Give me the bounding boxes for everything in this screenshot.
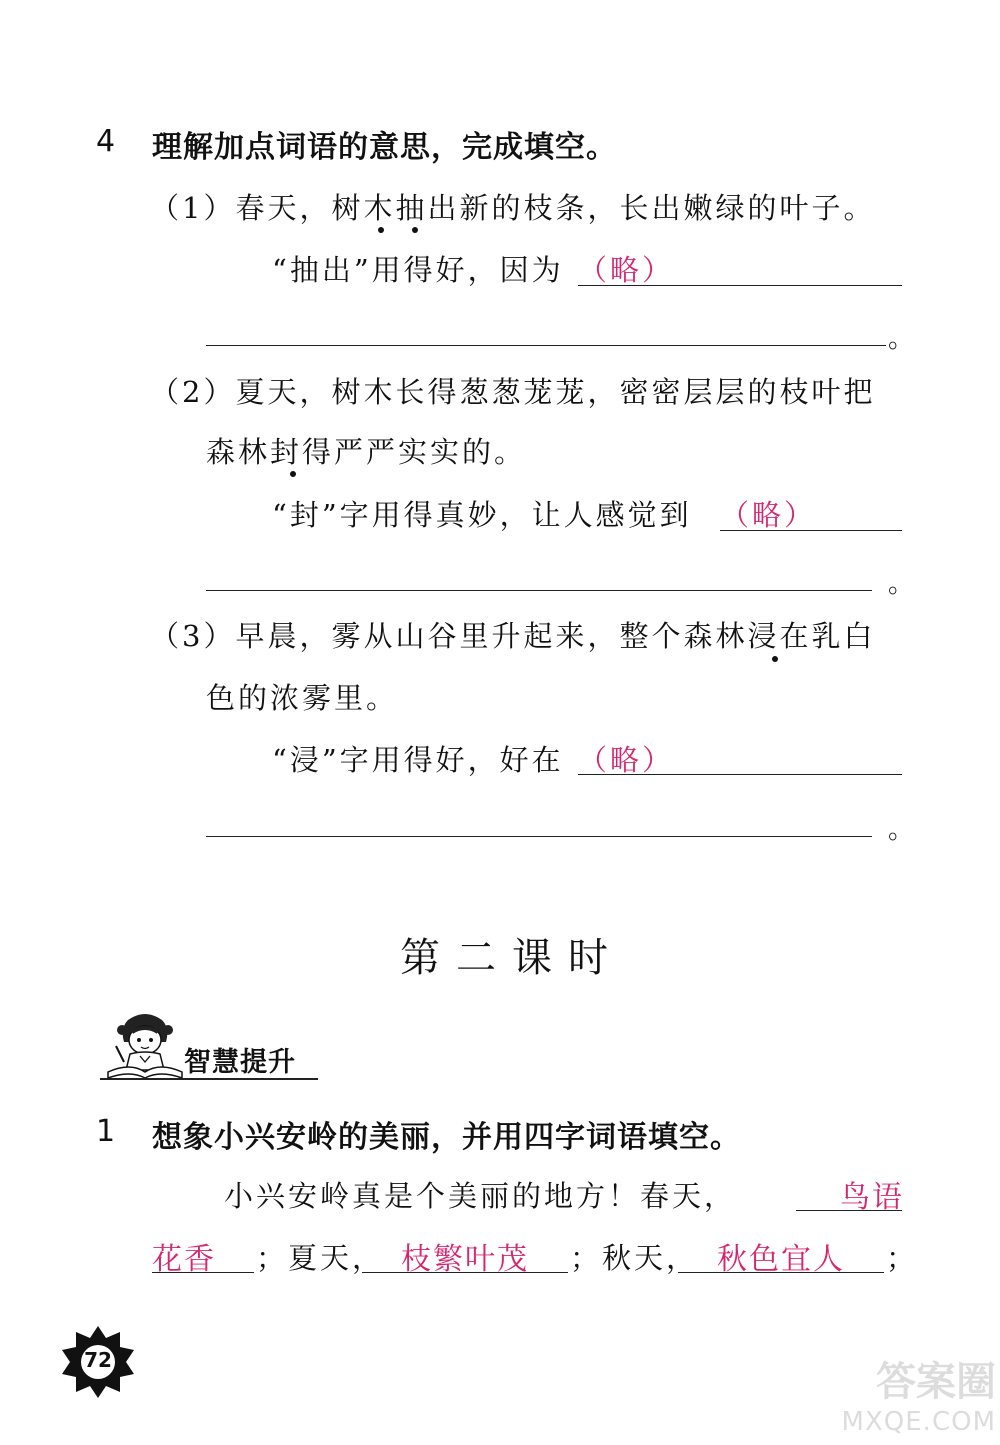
q1-sep-summer: ；夏天， (256, 1241, 385, 1275)
question-title: 想象小兴安岭的美丽，并用四字词语填空。 (152, 1120, 741, 1155)
watermark-top: 答案圈 (876, 1359, 996, 1405)
item-1-prompt: “抽出”用得好，因为 (272, 253, 564, 287)
q1-intro: 小兴安岭真是个美丽的地方！春天， (224, 1179, 737, 1213)
item-2-end: 。 (888, 569, 915, 599)
answer-line (152, 1272, 254, 1273)
badge-label: 智慧提升 (184, 1047, 296, 1078)
blank-1-part-2: 花香 (152, 1242, 216, 1277)
blank-2: 枝繁叶茂 (401, 1242, 529, 1277)
answer-line (206, 836, 872, 837)
answer-line (678, 1272, 884, 1273)
page-number: 72 (84, 1348, 112, 1372)
watermark (796, 1350, 996, 1445)
item-3-prompt: “浸”字用得好，好在 (272, 743, 564, 777)
section-badge (100, 1012, 330, 1082)
answer-line (578, 285, 902, 286)
badge-underline (100, 1078, 318, 1080)
item-2-sentence-line-1: （2）夏天，树木长得葱葱茏茏，密密层层的枝叶把 (150, 375, 876, 409)
answer-line (362, 1272, 568, 1273)
item-3-sentence-line-1: （3）早晨，雾从山谷里升起来，整个森林浸在乳白 (150, 619, 876, 653)
emphasis-dot (412, 227, 418, 233)
item-3-end: 。 (888, 815, 915, 845)
item-2-prompt: “封”字用得真妙，让人感觉到 (272, 498, 692, 532)
emphasis-dot (772, 656, 778, 662)
question-number: 4 (96, 124, 116, 159)
item-2-answer: （略） (720, 498, 817, 532)
blank-1-part-1: 鸟语 (840, 1180, 904, 1215)
item-1-end: 。 (888, 324, 915, 354)
answer-line (578, 774, 902, 775)
answer-line (206, 345, 886, 346)
q1-sep-autumn: ；秋天， (570, 1241, 699, 1275)
blank-3: 秋色宜人 (717, 1242, 845, 1277)
page-number-badge (58, 1322, 138, 1402)
q1-end: ； (886, 1241, 919, 1275)
item-1-sentence: （1）春天，树木抽出新的枝条，长出嫩绿的叶子。 (150, 191, 876, 225)
item-3-sentence-line-2: 色的浓雾里。 (206, 681, 399, 715)
answer-line (206, 590, 872, 591)
item-1-answer: （略） (578, 253, 675, 287)
emphasis-dot (290, 471, 296, 477)
item-3-answer: （略） (578, 743, 675, 777)
answer-line (720, 530, 902, 531)
question-title: 理解加点词语的意思，完成填空。 (152, 130, 617, 165)
question-number: 1 (96, 1114, 116, 1149)
girl-reading-icon (100, 1012, 190, 1082)
answer-line (796, 1210, 902, 1211)
section-title: 第二课时 (400, 935, 624, 981)
item-2-sentence-line-2: 森林封得严严实实的。 (206, 435, 527, 469)
watermark-bottom: MXQE.COM (841, 1407, 996, 1437)
emphasis-dot (378, 227, 384, 233)
